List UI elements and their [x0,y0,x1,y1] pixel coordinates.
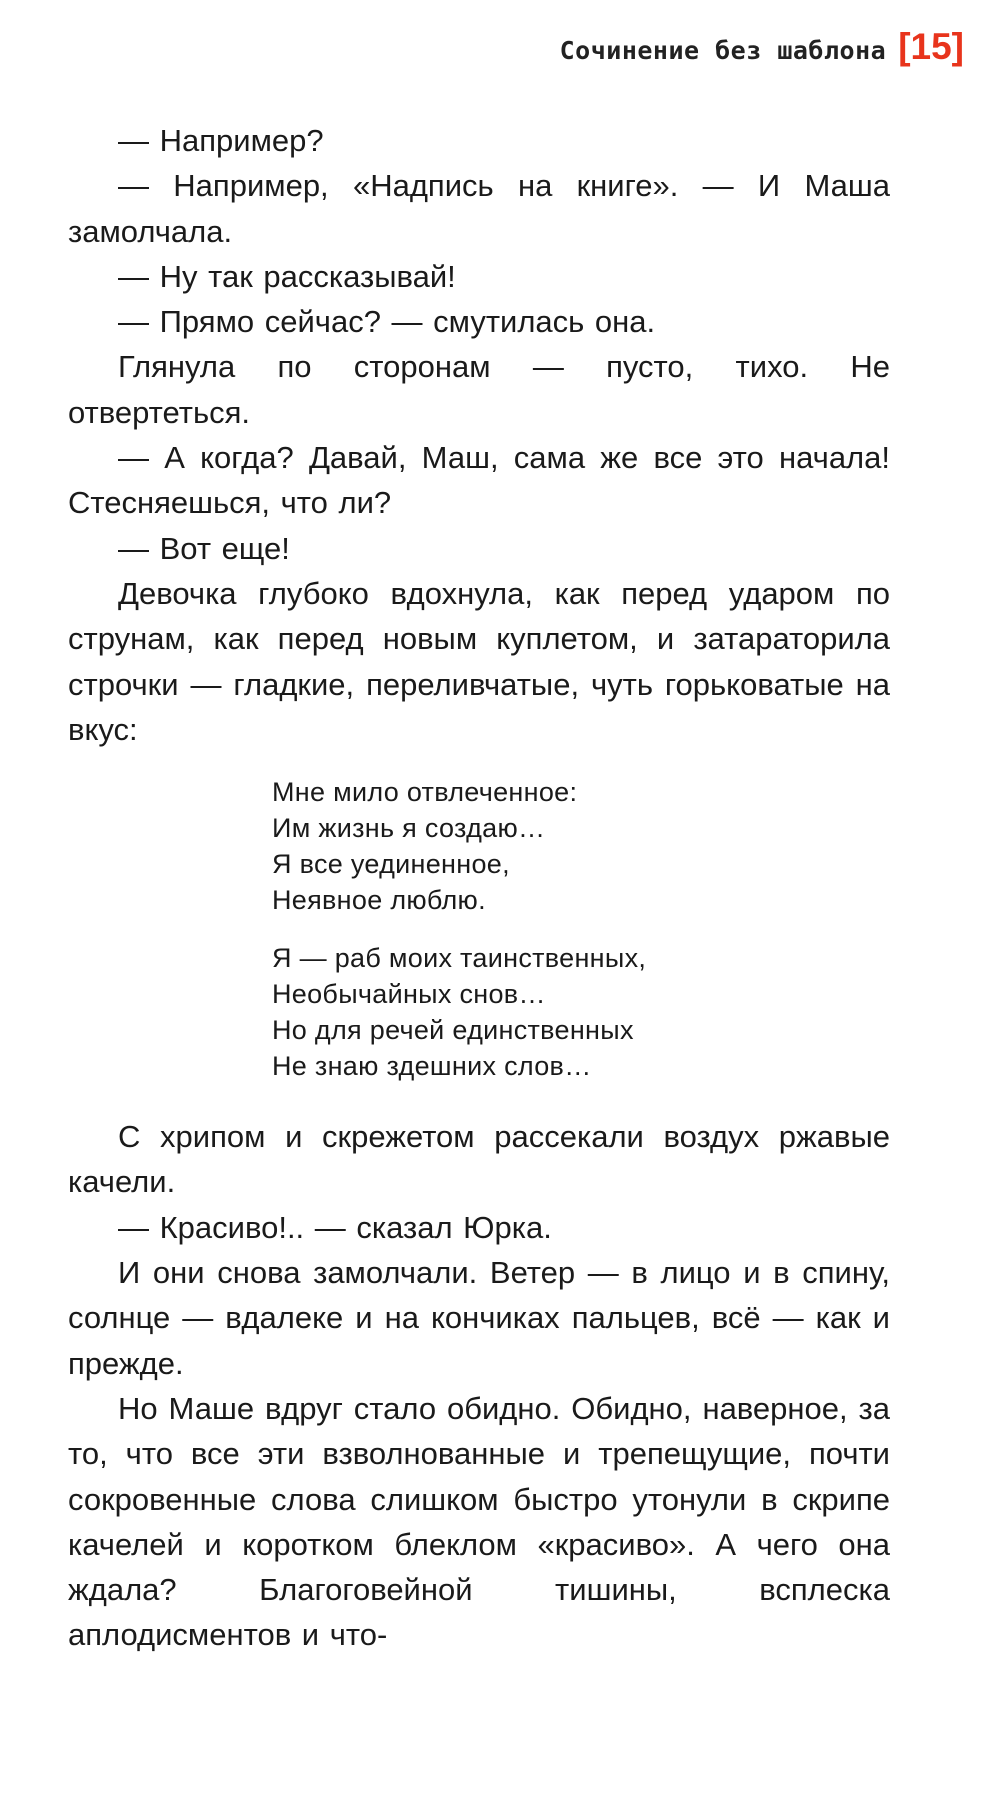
body-text [68,118,890,1658]
paragraph: — Вот еще! [118,530,290,566]
poem-stanza [272,940,890,1084]
chapter-title: Сочинение без шаблона [559,36,887,65]
paragraph: — Ну так рассказывай! [118,258,456,294]
running-header [560,26,964,68]
paragraph: Глянула по сторонам — пусто, тихо. Не отвертеться. [68,349,890,430]
poem-line: Но для речей единственных [272,1015,634,1046]
paragraph: — Например, «Надпись на книге». — И Маша замолчала. [68,168,890,249]
paragraph: — Например? [118,123,324,158]
poem-line: Я — раб моих таинственных, [272,943,647,974]
paragraph: — Красиво!.. — сказал Юрка. [118,1209,552,1245]
poem-line: Им жизнь я создаю… [272,813,546,844]
poem-stanza [272,774,890,918]
poem-line: Мне мило отвлеченное: [272,777,578,808]
page-number: [15] [898,26,964,67]
paragraph: С хрипом и скрежетом рассекали воздух ржавые качели. [68,1119,890,1200]
paragraph: И они снова замолчали. Ветер — в лицо и в спину, солнце — вдалеке и на кончиках пальцев, всё — как и прежде. [68,1255,890,1381]
paragraph: Девочка глубоко вдохнула, как перед ударом по струнам, как перед новым куплетом, и затараторила строчки — гладкие, переливчатые, чуть горьковатые на вкус: [68,575,890,747]
paragraph: — Прямо сейчас? — смутилась она. [118,304,656,340]
paragraph: Но Маше вдруг стало обидно. Обидно, наверное, за то, что все эти взволнованные и трепещущие, почти сокровенные слова слишком быстро утонули в скрипе качелей и коротком блеклом «красиво». А чего она ждала? Благоговейной тишины, всплеска аплодисментов и что- [68,1390,890,1653]
paragraph: — А когда? Давай, Маш, сама же все это начала! Стесняешься, что ли? [68,440,890,521]
poem-line: Не знаю здешних слов… [272,1051,592,1082]
poem-line: Я все уединенное, [272,849,510,880]
poem-line: Неявное люблю. [272,885,486,916]
poem [272,774,890,1084]
poem-line: Необычайных снов… [272,979,546,1010]
